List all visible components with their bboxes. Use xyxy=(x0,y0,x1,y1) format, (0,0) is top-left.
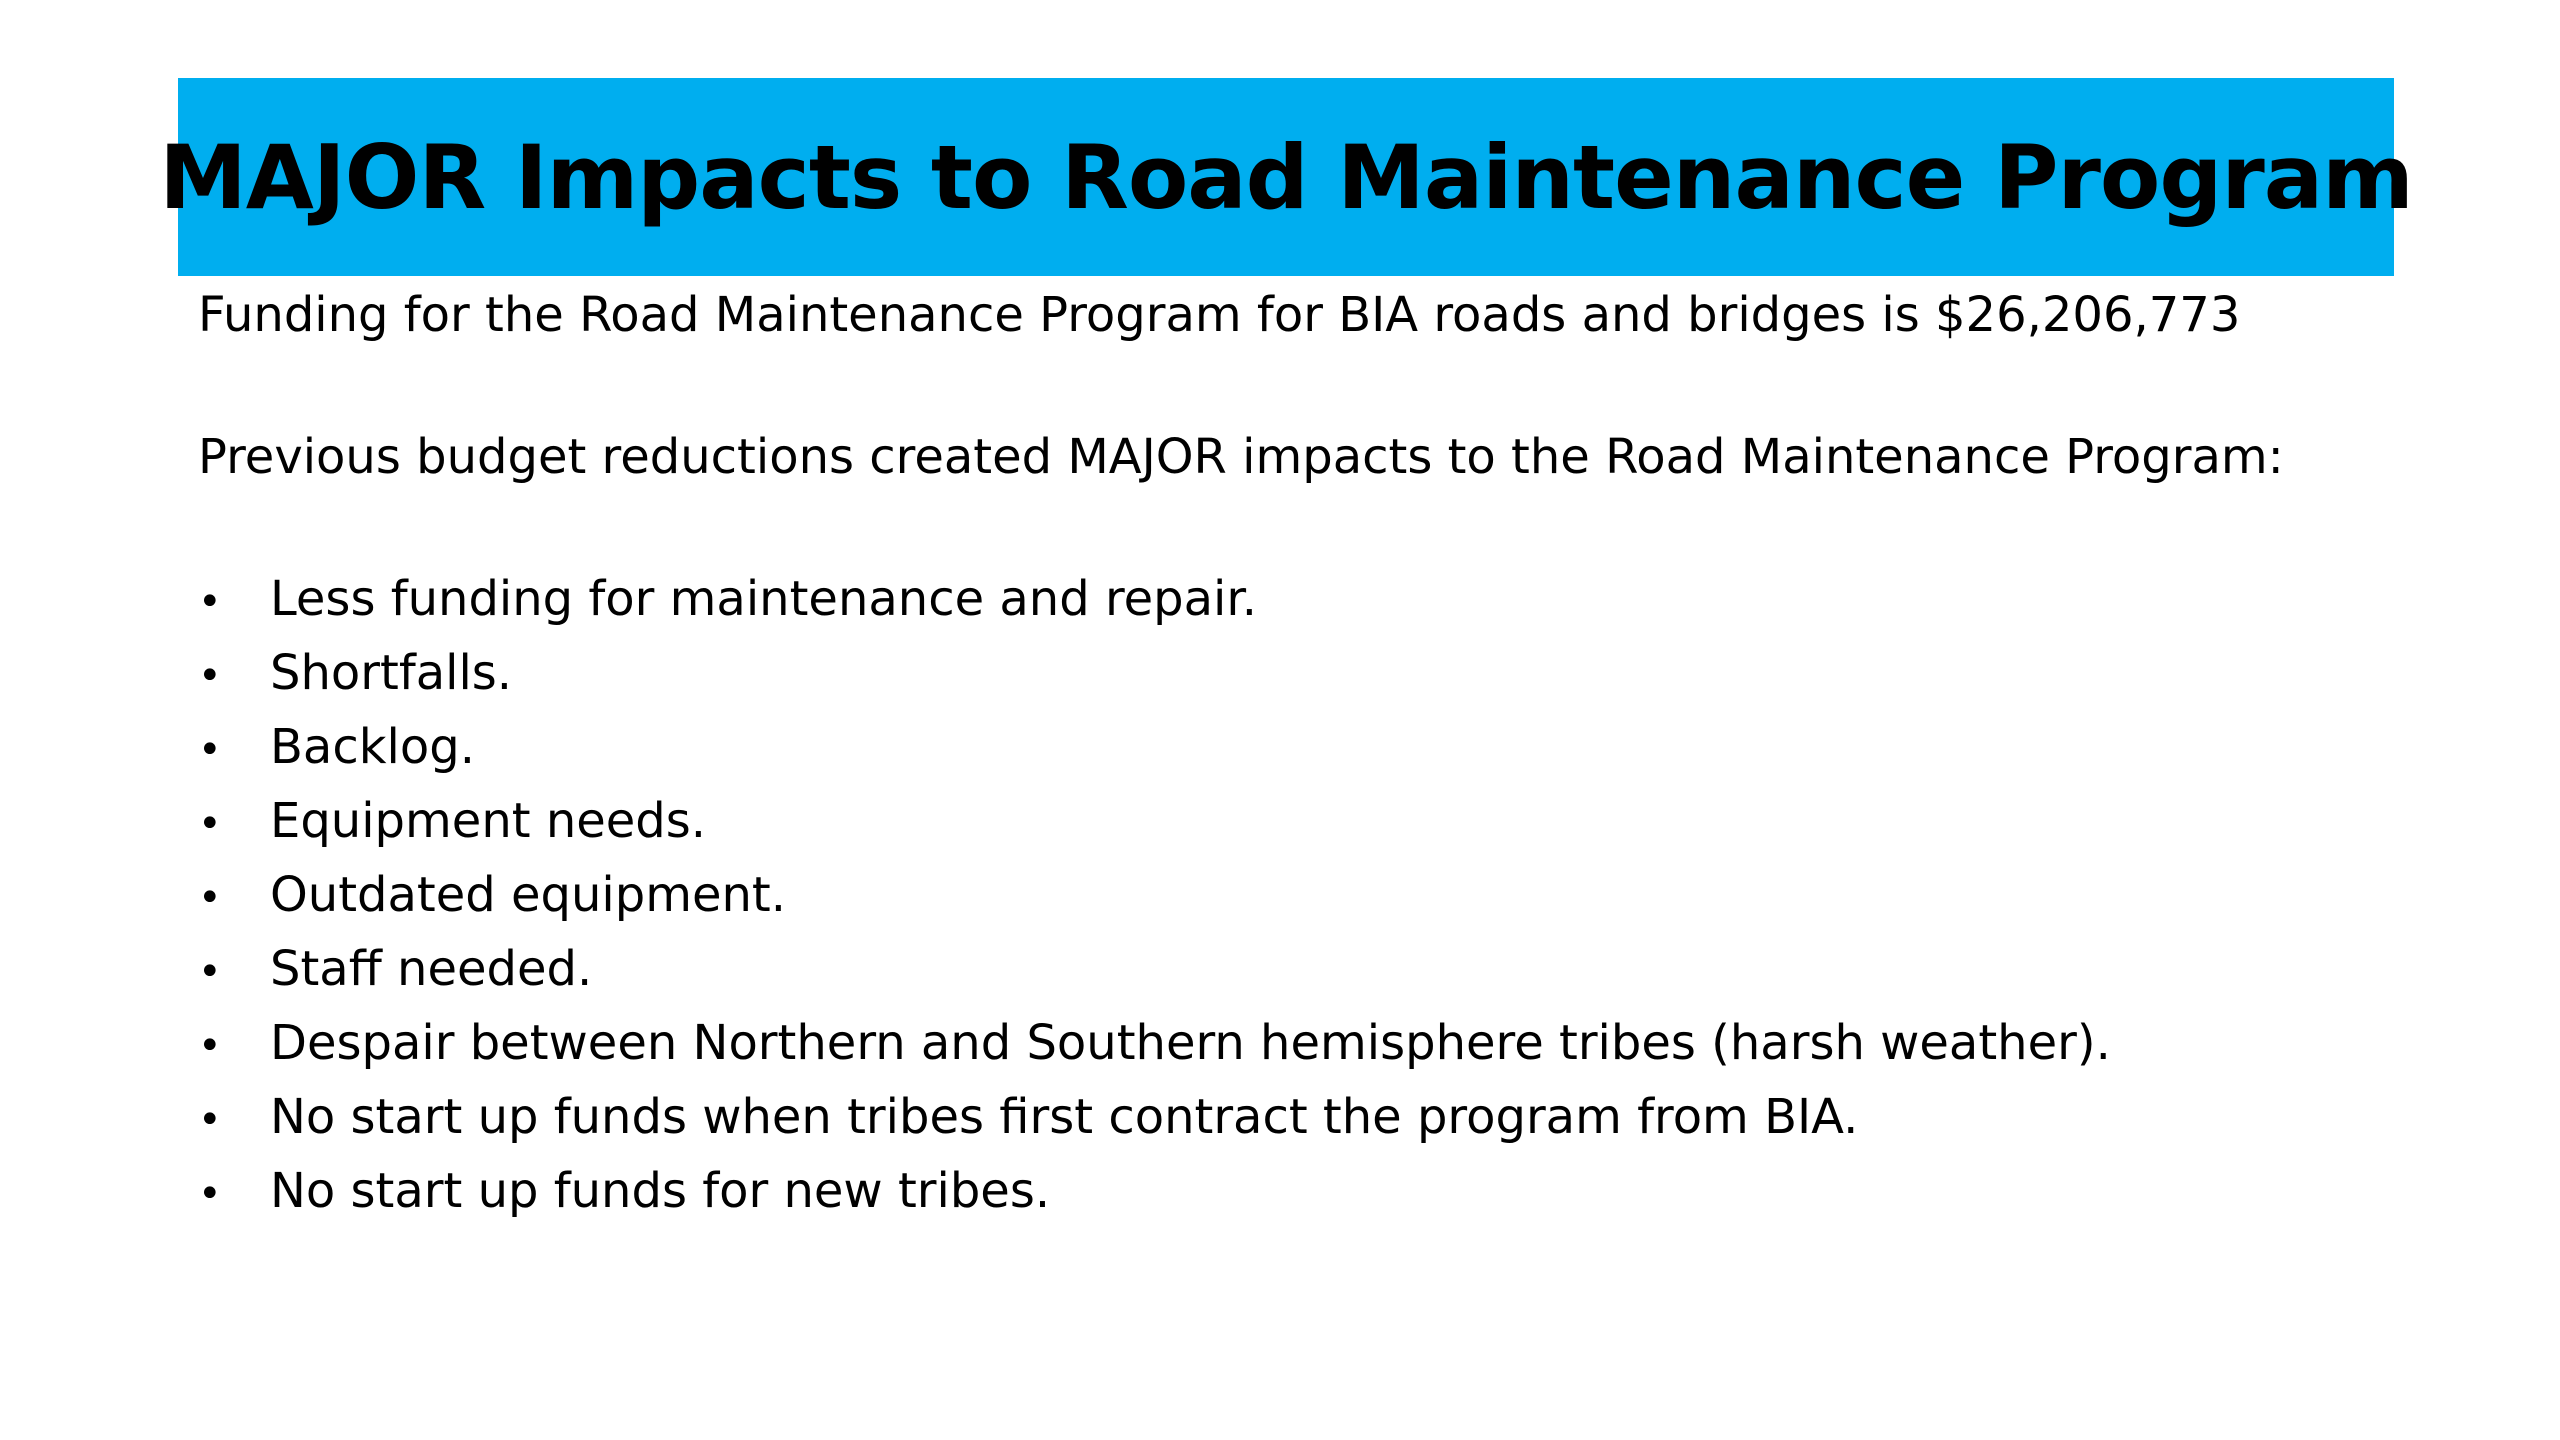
bullet-icon: • xyxy=(198,653,222,699)
bullet-icon: • xyxy=(198,801,222,847)
list-item xyxy=(198,1156,2398,1230)
list-item-text: Shortfalls. xyxy=(270,645,513,701)
bullet-icon: • xyxy=(198,579,222,625)
bullet-icon: • xyxy=(198,875,222,921)
list-item-text: No start up funds for new tribes. xyxy=(270,1163,1051,1219)
list-item xyxy=(198,638,2398,712)
list-item-text: Backlog. xyxy=(270,719,475,775)
funding-statement: Funding for the Road Maintenance Program for BIA roads and bridges is $26,206,773 xyxy=(198,287,2241,343)
list-item-text: Less funding for maintenance and repair. xyxy=(270,571,1257,627)
list-item-text: Outdated equipment. xyxy=(270,867,786,923)
list-item xyxy=(198,1008,2398,1082)
list-item xyxy=(198,564,2398,638)
list-item xyxy=(198,712,2398,786)
list-item xyxy=(198,786,2398,860)
list-item xyxy=(198,860,2398,934)
list-item xyxy=(198,1082,2398,1156)
list-item-text: Equipment needs. xyxy=(270,793,707,849)
title-banner xyxy=(159,78,2413,276)
bullet-icon: • xyxy=(198,1171,222,1217)
slide-title: MAJOR Impacts to Road Maintenance Program xyxy=(159,125,2413,229)
bullet-icon: • xyxy=(198,949,222,995)
bullet-icon: • xyxy=(198,1097,222,1143)
slide-body xyxy=(198,276,2398,1230)
budget-reduction-statement: Previous budget reductions created MAJOR impacts to the Road Maintenance Program: xyxy=(198,429,2284,485)
bullet-icon: • xyxy=(198,727,222,773)
bullet-icon: • xyxy=(198,1023,222,1069)
list-item-text: Staff needed. xyxy=(270,941,593,997)
list-item-text: No start up funds when tribes first contract the program from BIA. xyxy=(270,1089,1859,1145)
list-item-text: Despair between Northern and Southern hemisphere tribes (harsh weather). xyxy=(270,1015,2111,1071)
list-item xyxy=(198,934,2398,1008)
impact-list xyxy=(198,564,2398,1230)
